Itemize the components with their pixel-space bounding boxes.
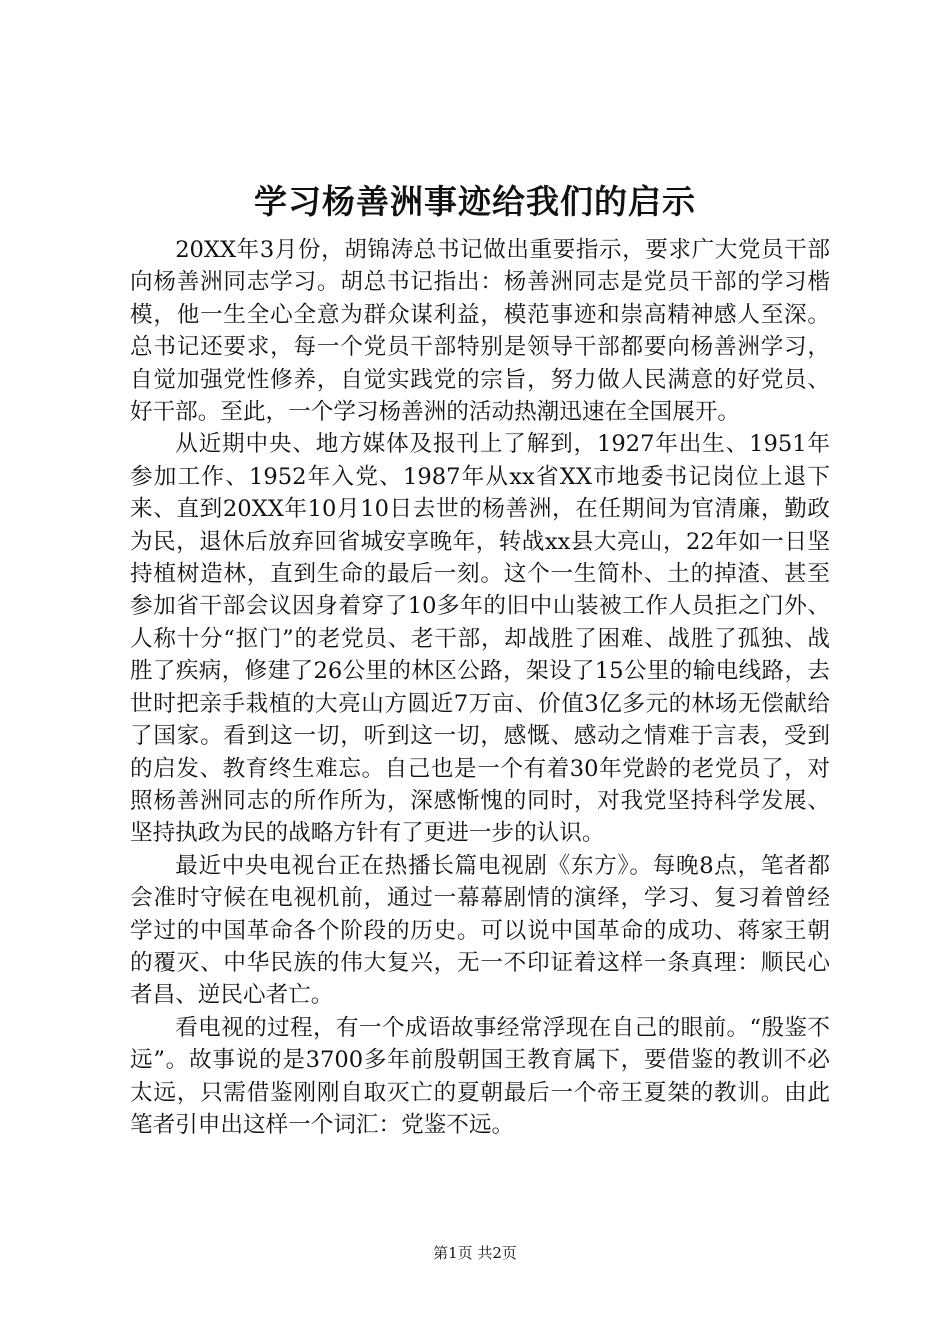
paragraph: 最近中央电视台正在热播长篇电视剧《东方》。每晚8点，笔者都会准时守候在电视机前，通过一幕幕剧情的演绎，学习、复习着曾经学过的中国革命各个阶段的历史。可以说中国革命的成功、蒋家王朝的覆灭、中华民族的伟大复兴，无一不印证着这样一条真理：顺民心者昌、逆民心者亡。 <box>130 852 830 1009</box>
page-number-footer: 第1页 共2页 <box>433 1244 517 1262</box>
paragraph: 从近期中央、地方媒体及报刊上了解到，1927年出生、1951年参加工作、1952年入党、1987年从xx省XX市地委书记岗位上退下来、直到20XX年10月10日去世的杨善洲，在任期间为官清廉，勤政为民，退休后放弃回省城安享晚年，转战xx县大亮山，22年如一日坚持植树造林，直到生命的最后一刻。这个一生简朴、土的掉渣、甚至参加省干部会议因身着穿了10多年的旧中山装被工作人员拒之门外、人称十分“抠门”的老党员、老干部，却战胜了困难、战胜了孤独、战胜了疾病，修建了26公里的林区公路，架设了15公里的输电线路，去世时把亲手栽植的大亮山方圆近7万亩、价值3亿多元的林场无偿献给了国家。看到这一切，听到这一切，感慨、感动之情难于言表，受到的启发、教育终生难忘。自己也是一个有着30年党龄的老党员了，对照杨善洲同志的所作所为，深感惭愧的同时，对我党坚持科学发展、坚持执政为民的战略方针有了更进一步的认识。 <box>130 431 830 847</box>
paragraph: 看电视的过程，有一个成语故事经常浮现在自己的眼前。“殷鉴不远”。故事说的是3700多年前殷朝国王教育属下，要借鉴的教训不必太远，只需借鉴刚刚自取灭亡的夏朝最后一个帝王夏桀的教训。由此笔者引申出这样一个词汇：党鉴不远。 <box>130 1014 830 1138</box>
paragraph: 20XX年3月份，胡锦涛总书记做出重要指示，要求广大党员干部向杨善洲同志学习。胡总书记指出：杨善洲同志是党员干部的学习楷模，他一生全心全意为群众谋利益，模范事迹和崇高精神感人至深。总书记还要求，每一个党员干部特别是领导干部都要向杨善洲学习，自觉加强党性修养，自觉实践党的宗旨，努力做人民满意的好党员、好干部。至此，一个学习杨善洲的活动热潮迅速在全国展开。 <box>130 237 830 426</box>
document-body <box>130 234 830 1141</box>
document-title: 学习杨善洲事迹给我们的启示 <box>254 182 696 221</box>
